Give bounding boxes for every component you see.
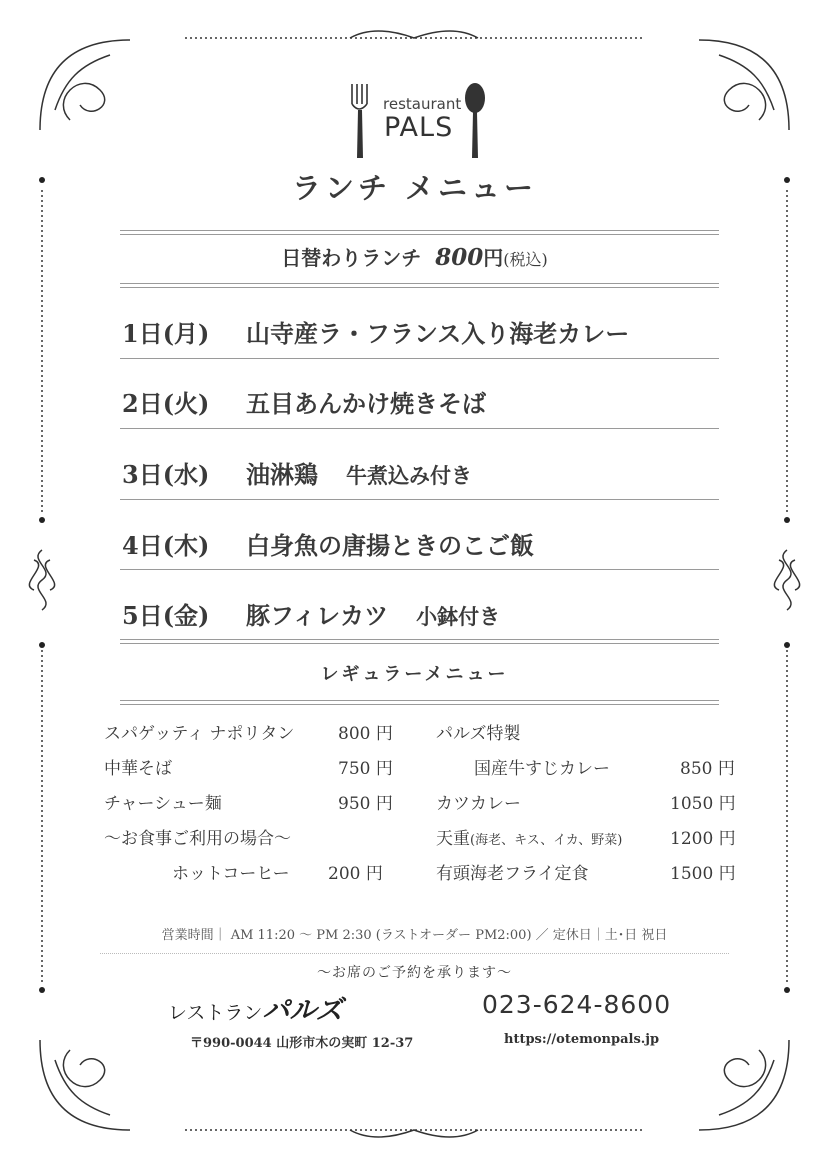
- day-label: 4日(木): [122, 531, 210, 560]
- divider: [120, 358, 719, 359]
- shop-name-main: パルズ: [262, 995, 343, 1026]
- regular-item-title: 天重: [436, 829, 470, 849]
- regular-item-price: 800 円: [338, 724, 393, 744]
- day-side: 牛煮込み付き: [346, 463, 472, 488]
- day-row: [122, 455, 472, 490]
- divider: [120, 283, 719, 288]
- day-label: 1日(月): [122, 319, 210, 348]
- shop-name: [168, 988, 343, 1027]
- regular-item-name: [436, 824, 622, 849]
- day-label: 3日(水): [122, 460, 210, 489]
- regular-item-name: 有頭海老フライ定食: [436, 864, 589, 884]
- daily-lunch-heading: [0, 242, 829, 271]
- regular-item-name: カツカレー: [436, 794, 521, 814]
- daily-lunch-price: 800: [435, 244, 484, 271]
- divider: [120, 569, 719, 570]
- regular-item-name: 国産牛すじカレー: [474, 759, 610, 779]
- regular-item-price: 750 円: [338, 759, 393, 779]
- website-link[interactable]: https://otemonpals.jp: [504, 1032, 660, 1047]
- reservation-note: 〜お席のご予約を承ります〜: [317, 965, 512, 981]
- divider: [120, 499, 719, 500]
- day-row: [122, 526, 534, 561]
- day-label: 2日(火): [122, 389, 210, 418]
- regular-menu-title: レギュラーメニュー: [320, 664, 509, 685]
- regular-item-name: ホットコーヒー: [172, 864, 290, 884]
- day-dish: 豚フィレカツ: [246, 601, 389, 630]
- regular-item-name: スパゲッティ ナポリタン: [104, 724, 295, 744]
- regular-item-note: 〜お食事ご利用の場合〜: [104, 829, 291, 849]
- page-title: ランチ メニュー: [291, 171, 538, 205]
- day-dish: 油淋鶏: [246, 460, 318, 489]
- day-row: [122, 314, 629, 349]
- business-hours: 営業時間｜ AM 11:20 〜 PM 2:30 (ラストオーダー PM2:00) ／ 定休日｜土･日 祝日: [161, 928, 668, 943]
- fork-icon: [348, 82, 372, 160]
- regular-item-detail: (海老、キス、イカ、野菜): [470, 833, 623, 848]
- logo-name: PALS: [384, 112, 454, 143]
- shop-prefix: レストラン: [168, 1002, 263, 1024]
- regular-item-heading: パルズ特製: [436, 724, 521, 744]
- regular-item-name: チャーシュー麺: [104, 794, 222, 814]
- regular-item-name: 中華そば: [104, 759, 172, 779]
- divider: [120, 639, 719, 644]
- day-label: 5日(金): [122, 601, 210, 630]
- regular-item-price: 950 円: [338, 794, 393, 814]
- regular-item-price: 1500 円: [670, 864, 736, 884]
- day-row: [122, 384, 486, 419]
- divider: [120, 700, 719, 705]
- day-dish: 山寺産ラ・フランス入り海老カレー: [246, 319, 630, 348]
- day-row: [122, 596, 500, 631]
- daily-lunch-yen: 円: [483, 246, 504, 270]
- daily-lunch-tax: (税込): [503, 250, 548, 269]
- spoon-icon: [462, 82, 488, 160]
- divider: [120, 230, 719, 235]
- day-dish: 白身魚の唐揚ときのこご飯: [246, 531, 534, 560]
- phone-number[interactable]: 023-624-8600: [482, 990, 672, 1019]
- regular-item-price: 1200 円: [670, 829, 736, 849]
- day-side: 小鉢付き: [416, 604, 501, 629]
- divider: [100, 953, 729, 954]
- day-dish: 五目あんかけ焼きそば: [246, 389, 486, 418]
- daily-lunch-label: 日替わりランチ: [281, 246, 422, 270]
- regular-item-price: 200 円: [328, 864, 383, 884]
- regular-item-price: 850 円: [680, 759, 735, 779]
- address: 〒990-0044 山形市木の実町 12-37: [190, 1036, 414, 1051]
- logo-subtitle: restaurant: [383, 95, 462, 113]
- divider: [120, 428, 719, 429]
- regular-item-price: 1050 円: [670, 794, 736, 814]
